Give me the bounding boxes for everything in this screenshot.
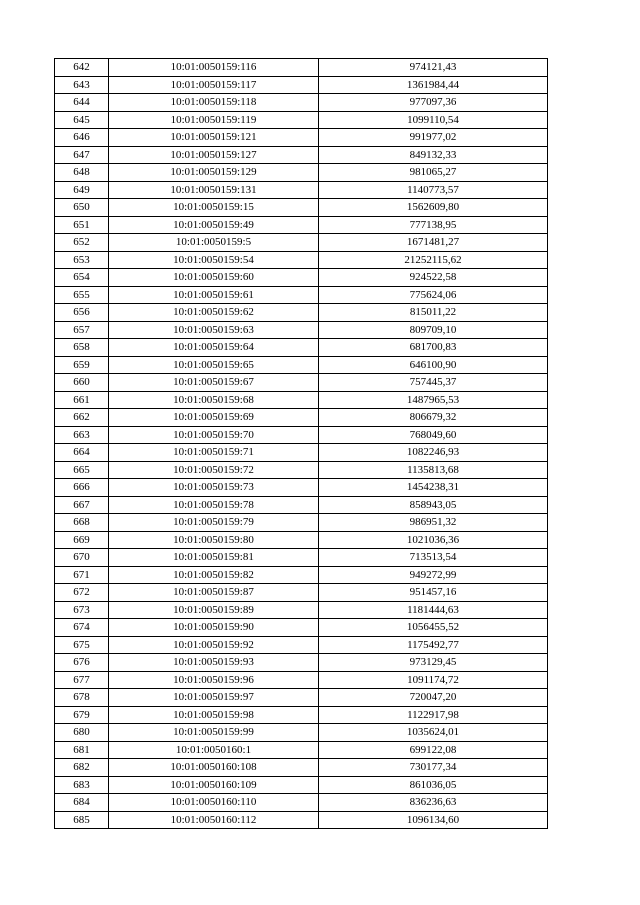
cadastral-number-cell: 10:01:0050160:112 [109,811,319,829]
cadastral-value-cell: 1091174,72 [319,671,548,689]
cadastral-number-cell: 10:01:0050159:98 [109,706,319,724]
table-row [55,689,548,707]
row-number-cell: 680 [55,724,109,742]
row-number-cell: 643 [55,76,109,94]
cadastral-number-cell: 10:01:0050159:99 [109,724,319,742]
cadastral-value-cell: 806679,32 [319,409,548,427]
cadastral-value-cell: 1175492,77 [319,636,548,654]
row-number-cell: 647 [55,146,109,164]
cadastral-value-cell: 1056455,52 [319,619,548,637]
row-number-cell: 659 [55,356,109,374]
table-row [55,479,548,497]
cadastral-value-cell: 1122917,98 [319,706,548,724]
row-number-cell: 667 [55,496,109,514]
cadastral-value-cell: 777138,95 [319,216,548,234]
cadastral-value-cell: 973129,45 [319,654,548,672]
cadastral-number-cell: 10:01:0050159:63 [109,321,319,339]
row-number-cell: 683 [55,776,109,794]
cadastral-number-cell: 10:01:0050159:87 [109,584,319,602]
cadastral-value-cell: 1562609,80 [319,199,548,217]
cadastral-number-cell: 10:01:0050159:119 [109,111,319,129]
table-row [55,496,548,514]
table-row [55,811,548,829]
table-row [55,776,548,794]
row-number-cell: 684 [55,794,109,812]
cadastral-number-cell: 10:01:0050159:97 [109,689,319,707]
cadastral-number-cell: 10:01:0050159:129 [109,164,319,182]
table-body [55,59,548,829]
row-number-cell: 666 [55,479,109,497]
cadastral-number-cell: 10:01:0050159:62 [109,304,319,322]
cadastral-value-cell: 861036,05 [319,776,548,794]
row-number-cell: 665 [55,461,109,479]
cadastral-value-cell: 836236,63 [319,794,548,812]
table-row [55,426,548,444]
row-number-cell: 685 [55,811,109,829]
cadastral-number-cell: 10:01:0050159:64 [109,339,319,357]
cadastral-value-cell: 757445,37 [319,374,548,392]
cadastral-number-cell: 10:01:0050159:90 [109,619,319,637]
row-number-cell: 674 [55,619,109,637]
cadastral-number-cell: 10:01:0050159:61 [109,286,319,304]
cadastral-value-cell: 1140773,57 [319,181,548,199]
cadastral-number-cell: 10:01:0050159:127 [109,146,319,164]
cadastral-value-cell: 1082246,93 [319,444,548,462]
table-row [55,216,548,234]
table-row [55,111,548,129]
cadastral-number-cell: 10:01:0050159:82 [109,566,319,584]
cadastral-number-cell: 10:01:0050159:49 [109,216,319,234]
cadastral-number-cell: 10:01:0050159:5 [109,234,319,252]
table-row [55,514,548,532]
row-number-cell: 675 [55,636,109,654]
table-row [55,356,548,374]
cadastral-value-cell: 977097,36 [319,94,548,112]
row-number-cell: 676 [55,654,109,672]
cadastral-value-cell: 809709,10 [319,321,548,339]
table-row [55,94,548,112]
cadastral-value-cell: 1135813,68 [319,461,548,479]
table-row [55,759,548,777]
table-row [55,269,548,287]
cadastral-number-cell: 10:01:0050159:89 [109,601,319,619]
cadastral-number-cell: 10:01:0050159:60 [109,269,319,287]
cadastral-value-cell: 1487965,53 [319,391,548,409]
cadastral-number-cell: 10:01:0050159:92 [109,636,319,654]
table-row [55,671,548,689]
table-row [55,59,548,77]
cadastral-number-cell: 10:01:0050159:15 [109,199,319,217]
table-row [55,391,548,409]
row-number-cell: 642 [55,59,109,77]
cadastral-number-cell: 10:01:0050159:79 [109,514,319,532]
cadastral-value-cell: 986951,32 [319,514,548,532]
table-row [55,321,548,339]
cadastral-number-cell: 10:01:0050159:54 [109,251,319,269]
cadastral-value-cell: 991977,02 [319,129,548,147]
cadastral-value-cell: 1181444,63 [319,601,548,619]
table-row [55,566,548,584]
table-row [55,601,548,619]
cadastral-number-cell: 10:01:0050159:73 [109,479,319,497]
cadastral-number-cell: 10:01:0050159:65 [109,356,319,374]
cadastral-number-cell: 10:01:0050159:72 [109,461,319,479]
cadastral-value-cell: 974121,43 [319,59,548,77]
row-number-cell: 657 [55,321,109,339]
row-number-cell: 649 [55,181,109,199]
row-number-cell: 668 [55,514,109,532]
row-number-cell: 652 [55,234,109,252]
cadastral-value-cell: 858943,05 [319,496,548,514]
cadastral-value-cell: 730177,34 [319,759,548,777]
row-number-cell: 672 [55,584,109,602]
row-number-cell: 670 [55,549,109,567]
row-number-cell: 663 [55,426,109,444]
table-row [55,234,548,252]
cadastral-value-cell: 21252115,62 [319,251,548,269]
table-row [55,654,548,672]
table-row [55,129,548,147]
table-row [55,461,548,479]
cadastral-number-cell: 10:01:0050160:1 [109,741,319,759]
cadastral-number-cell: 10:01:0050159:131 [109,181,319,199]
table-row [55,444,548,462]
cadastral-number-cell: 10:01:0050159:118 [109,94,319,112]
table-row [55,199,548,217]
cadastral-value-cell: 720047,20 [319,689,548,707]
cadastral-number-cell: 10:01:0050159:68 [109,391,319,409]
table-row [55,409,548,427]
cadastral-value-table [54,58,548,829]
table-row [55,531,548,549]
row-number-cell: 644 [55,94,109,112]
row-number-cell: 656 [55,304,109,322]
cadastral-number-cell: 10:01:0050159:71 [109,444,319,462]
cadastral-number-cell: 10:01:0050160:110 [109,794,319,812]
cadastral-value-cell: 1021036,36 [319,531,548,549]
cadastral-value-cell: 646100,90 [319,356,548,374]
cadastral-value-cell: 1671481,27 [319,234,548,252]
cadastral-number-cell: 10:01:0050160:108 [109,759,319,777]
row-number-cell: 681 [55,741,109,759]
cadastral-number-cell: 10:01:0050159:80 [109,531,319,549]
table-row [55,164,548,182]
cadastral-value-cell: 951457,16 [319,584,548,602]
row-number-cell: 648 [55,164,109,182]
row-number-cell: 646 [55,129,109,147]
row-number-cell: 645 [55,111,109,129]
row-number-cell: 653 [55,251,109,269]
row-number-cell: 671 [55,566,109,584]
cadastral-value-cell: 775624,06 [319,286,548,304]
row-number-cell: 664 [55,444,109,462]
cadastral-value-cell: 815011,22 [319,304,548,322]
cadastral-value-cell: 1361984,44 [319,76,548,94]
row-number-cell: 662 [55,409,109,427]
cadastral-value-cell: 713513,54 [319,549,548,567]
cadastral-number-cell: 10:01:0050159:121 [109,129,319,147]
row-number-cell: 655 [55,286,109,304]
table-row [55,286,548,304]
table-row [55,619,548,637]
row-number-cell: 669 [55,531,109,549]
cadastral-value-cell: 1454238,31 [319,479,548,497]
cadastral-number-cell: 10:01:0050159:67 [109,374,319,392]
table-row [55,549,548,567]
cadastral-value-cell: 1099110,54 [319,111,548,129]
cadastral-value-cell: 849132,33 [319,146,548,164]
row-number-cell: 661 [55,391,109,409]
cadastral-number-cell: 10:01:0050159:96 [109,671,319,689]
row-number-cell: 677 [55,671,109,689]
table-row [55,251,548,269]
cadastral-value-cell: 924522,58 [319,269,548,287]
table-row [55,706,548,724]
row-number-cell: 650 [55,199,109,217]
table-row [55,636,548,654]
cadastral-number-cell: 10:01:0050159:70 [109,426,319,444]
table-row [55,724,548,742]
cadastral-number-cell: 10:01:0050159:117 [109,76,319,94]
cadastral-number-cell: 10:01:0050160:109 [109,776,319,794]
row-number-cell: 658 [55,339,109,357]
table-row [55,794,548,812]
table-row [55,146,548,164]
cadastral-value-cell: 699122,08 [319,741,548,759]
row-number-cell: 651 [55,216,109,234]
cadastral-number-cell: 10:01:0050159:116 [109,59,319,77]
table-row [55,741,548,759]
cadastral-value-cell: 949272,99 [319,566,548,584]
cadastral-value-cell: 1096134,60 [319,811,548,829]
cadastral-number-cell: 10:01:0050159:78 [109,496,319,514]
table-row [55,76,548,94]
table-row [55,584,548,602]
cadastral-number-cell: 10:01:0050159:81 [109,549,319,567]
table-row [55,181,548,199]
table-row [55,374,548,392]
cadastral-value-cell: 768049,60 [319,426,548,444]
cadastral-value-cell: 981065,27 [319,164,548,182]
table-row [55,304,548,322]
row-number-cell: 679 [55,706,109,724]
table-row [55,339,548,357]
cadastral-value-cell: 1035624,01 [319,724,548,742]
cadastral-number-cell: 10:01:0050159:69 [109,409,319,427]
row-number-cell: 660 [55,374,109,392]
row-number-cell: 673 [55,601,109,619]
row-number-cell: 682 [55,759,109,777]
cadastral-value-cell: 681700,83 [319,339,548,357]
row-number-cell: 678 [55,689,109,707]
cadastral-number-cell: 10:01:0050159:93 [109,654,319,672]
row-number-cell: 654 [55,269,109,287]
